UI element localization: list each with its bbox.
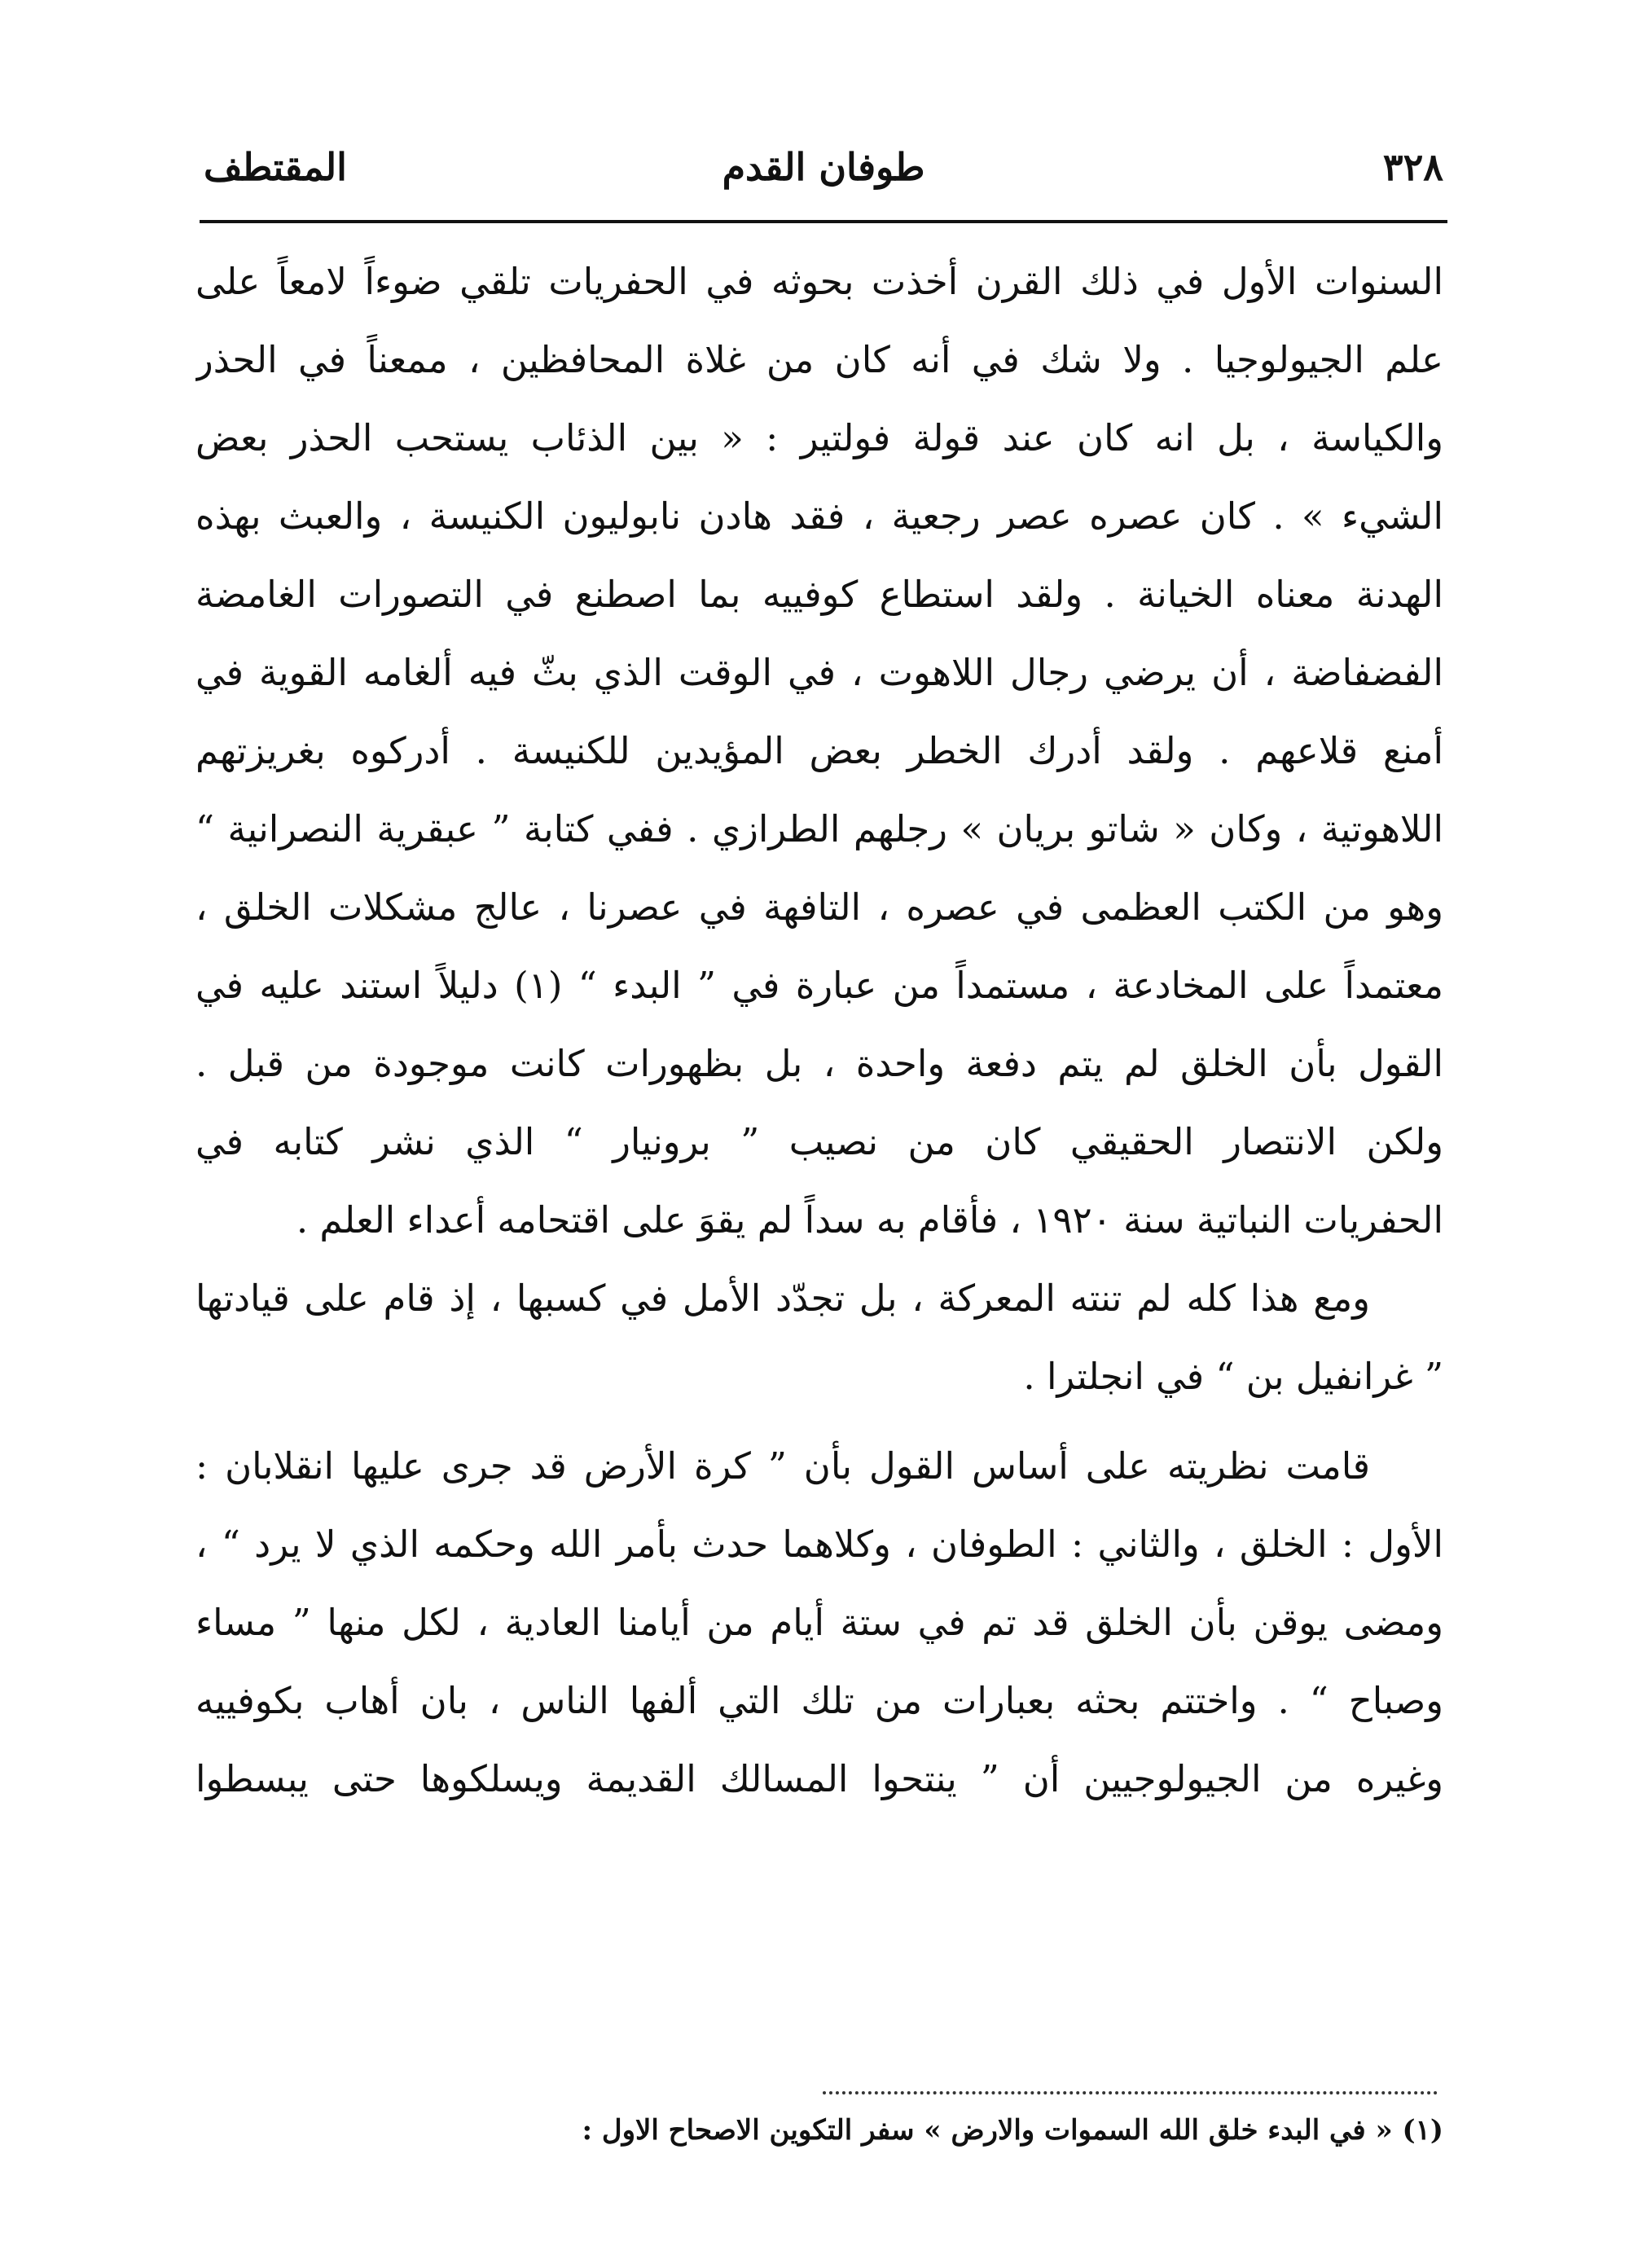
text-line: أمنع قلاعهم . ولقد أدرك الخطر بعض المؤيدين للكنيسة . أدركوه بغريزتهم xyxy=(195,729,1443,772)
paragraph-2 xyxy=(195,1259,1443,1416)
text-line: القول بأن الخلق لم يتم دفعة واحدة ، بل بظهورات كانت موجودة من قبل . xyxy=(195,1042,1443,1085)
text-line: الفضفاضة ، أن يرضي رجال اللاهوت ، في الوقت الذي بثّ فيه ألغامه القوية في xyxy=(195,651,1443,694)
paragraph-gap xyxy=(195,1416,1443,1427)
text-line: الهدنة معناه الخيانة . ولقد استطاع كوفييه بما اصطنع في التصورات الغامضة xyxy=(195,573,1443,616)
text-line: علم الجيولوجيا . ولا شك في أنه كان من غلاة المحافظين ، ممعناً في الحذر xyxy=(195,338,1443,381)
text-line: وغيره من الجيولوجيين أن ” ينتحوا المسالك القديمة ويسلكوها حتى يبسطوا xyxy=(195,1757,1443,1800)
chapter-title: طوفان القدم xyxy=(722,145,925,189)
footnote-rule xyxy=(823,2091,1438,2094)
text-line: الأول : الخلق ، والثاني : الطوفان ، وكلاهما حدث بأمر الله وحكمه الذي لا يرد “ ، xyxy=(195,1523,1443,1566)
text-line: قامت نظريته على أساس القول بأن ” كرة الأرض قد جرى عليها انقلابان : xyxy=(195,1444,1370,1488)
page-number: ٣٢٨ xyxy=(1382,145,1443,189)
text-line: ” غرانفيل بن “ في انجلترا . xyxy=(1023,1355,1443,1398)
text-line: ولكن الانتصار الحقيقي كان من نصيب ” برونيار “ الذي نشر كتابه في xyxy=(195,1120,1443,1163)
text-line: الحفريات النباتية سنة ١٩٢٠ ، فأقام به سداً لم يقوَ على اقتحامه أعداء العلم . xyxy=(296,1198,1443,1242)
journal-name: المقتطف xyxy=(204,145,347,189)
header-rule xyxy=(200,220,1447,223)
text-line: الشيء » . كان عصره عصر رجعية ، فقد هادن نابوليون الكنيسة ، والعبث بهذه xyxy=(195,494,1443,538)
footnote: (١) « في البدء خلق الله السموات والارض » سفر التكوين الاصحاح الاول : xyxy=(582,2114,1443,2147)
text-line: معتمداً على المخادعة ، مستمداً من عبارة في ” البدء “ (١) دليلاً استند عليه في xyxy=(195,964,1443,1007)
text-line: ومع هذا كله لم تنته المعركة ، بل تجدّد الأمل في كسبها ، إذ قام على قيادتها xyxy=(195,1277,1370,1320)
text-line: اللاهوتية ، وكان « شاتو بريان » رجلهم الطرازي . ففي كتابة ” عبقرية النصرانية “ xyxy=(195,807,1443,850)
text-line: وصباح “ . واختتم بحثه بعبارات من تلك التي ألفها الناس ، بان أهاب بكوفييه xyxy=(195,1679,1443,1722)
text-line: والكياسة ، بل انه كان عند قولة فولتير : « بين الذئاب يستحب الحذر بعض xyxy=(195,416,1443,459)
text-line: ومضى يوقن بأن الخلق قد تم في ستة أيام من أيامنا العادية ، لكل منها ” مساء xyxy=(195,1601,1443,1644)
text-line: وهو من الكتب العظمى في عصره ، التافهة في عصرنا ، عالج مشكلات الخلق ، xyxy=(195,886,1443,929)
text-line: السنوات الأول في ذلك القرن أخذت بحوثه في الحفريات تلقي ضوءاً لامعاً على xyxy=(195,260,1443,303)
paragraph-1 xyxy=(195,243,1443,1259)
paragraph-3 xyxy=(195,1427,1443,1818)
running-header xyxy=(204,130,1443,204)
body-text xyxy=(195,243,1443,1818)
